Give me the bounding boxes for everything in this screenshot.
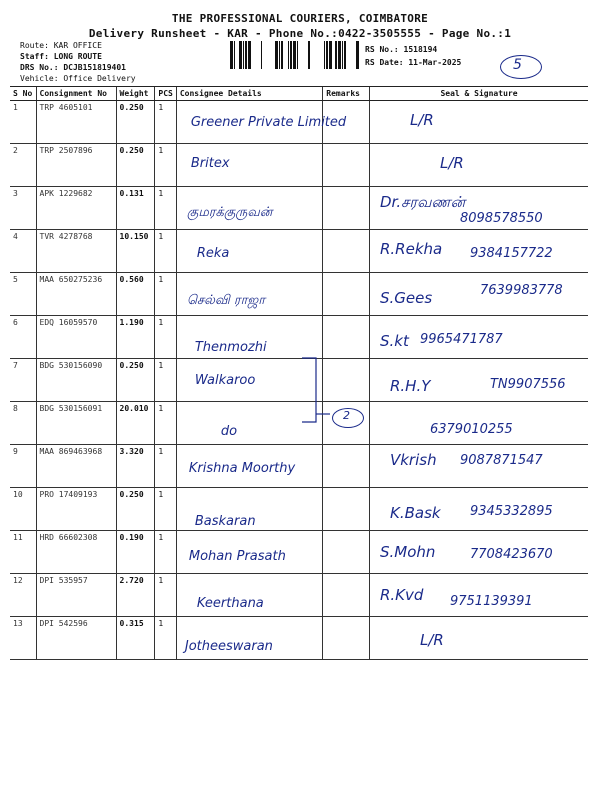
- cell-sno: 2: [10, 144, 36, 187]
- barcode-bar: [344, 41, 346, 69]
- barcode: [230, 41, 360, 69]
- cell-signature: [369, 402, 588, 445]
- cell-weight: 0.131: [116, 187, 155, 230]
- signature-handwriting: S.kt: [379, 332, 409, 350]
- cell-consignee: [176, 230, 322, 273]
- barcode-bar: [279, 41, 280, 69]
- col-header-consignment: Consignment No: [36, 87, 116, 101]
- cell-signature: [369, 359, 588, 402]
- barcode-bar: [329, 41, 332, 69]
- document-title: THE PROFESSIONAL COURIERS, COIMBATORE: [171, 12, 429, 25]
- cell-consignment: TRP 2507896: [36, 144, 116, 187]
- cell-sno: 6: [10, 316, 36, 359]
- signature-handwriting: K.Bask: [389, 504, 441, 522]
- cell-consignee: [176, 144, 322, 187]
- consignee-handwriting: Keerthana: [196, 596, 264, 611]
- cell-consignment: PRO 17409193: [36, 488, 116, 531]
- cell-consignee: [176, 574, 322, 617]
- table-row: [10, 617, 588, 660]
- table-row: [10, 488, 588, 531]
- barcode-bar: [245, 41, 247, 69]
- consignee-handwriting: Mohan Prasath: [188, 549, 286, 564]
- consignee-handwriting: Jotheeswaran: [184, 639, 273, 654]
- cell-signature: [369, 101, 588, 144]
- signature-handwriting: L/R: [439, 154, 464, 172]
- signature-handwriting: R.Rekha: [379, 240, 443, 258]
- rs-number: RS No.: 1518194: [365, 45, 438, 54]
- cell-pcs: 1: [155, 445, 176, 488]
- barcode-bar: [293, 41, 296, 69]
- barcode-bar: [230, 41, 233, 69]
- cell-weight: 0.315: [116, 617, 155, 660]
- cell-pcs: 1: [155, 359, 176, 402]
- barcode-bar: [290, 41, 292, 69]
- phone-handwriting: 7708423670: [469, 547, 553, 562]
- cell-weight: 10.150: [116, 230, 155, 273]
- signature-handwriting: L/R: [409, 111, 434, 129]
- cell-consignee: [176, 531, 322, 574]
- cell-weight: 1.190: [116, 316, 155, 359]
- cell-consignee: [176, 101, 347, 144]
- meta-right: [365, 43, 461, 69]
- consignee-handwriting: Walkaroo: [194, 373, 256, 388]
- col-header-consignee: Consignee Details: [176, 87, 322, 101]
- cell-consignee: [176, 488, 322, 531]
- cell-consignment: MAA 869463968: [36, 445, 116, 488]
- cell-pcs: 1: [155, 402, 176, 445]
- cell-consignment: DPI 535957: [36, 574, 116, 617]
- cell-consignment: DPI 542596: [36, 617, 116, 660]
- cell-consignment: HRD 66602308: [36, 531, 116, 574]
- cell-remarks: [323, 273, 370, 316]
- phone-handwriting: 8098578550: [459, 211, 543, 226]
- table-body: [10, 101, 588, 660]
- barcode-bar: [261, 41, 262, 69]
- consignee-handwriting: Greener Private Limited: [190, 115, 347, 130]
- cell-sno: 13: [10, 617, 36, 660]
- consignee-handwriting: செல்வி ராஜா: [186, 293, 266, 308]
- staff-line: Staff: LONG ROUTE: [20, 52, 102, 61]
- consignee-handwriting: Reka: [196, 246, 230, 261]
- cell-pcs: 1: [155, 144, 176, 187]
- cell-consignment: EDQ 16059570: [36, 316, 116, 359]
- barcode-bar: [248, 41, 251, 69]
- cell-remarks: [323, 531, 370, 574]
- signature-handwriting: Vkrish: [389, 451, 437, 469]
- barcode-bar: [281, 41, 283, 69]
- barcode-bar: [342, 41, 343, 69]
- signature-handwriting: R.Kvd: [379, 586, 424, 604]
- cell-signature: [369, 187, 588, 230]
- group-mark: 2: [343, 409, 350, 422]
- barcode-bar: [234, 41, 235, 69]
- cell-sno: 7: [10, 359, 36, 402]
- cell-remarks: [323, 488, 370, 531]
- cell-consignee: [176, 445, 322, 488]
- route-line: Route: KAR OFFICE: [20, 41, 102, 50]
- cell-consignee: [176, 187, 322, 230]
- cell-consignment: MAA 650275236: [36, 273, 116, 316]
- cell-sno: 11: [10, 531, 36, 574]
- consignee-handwriting: Krishna Moorthy: [188, 461, 296, 476]
- table-row: [10, 144, 588, 187]
- cell-consignment: BDG 530156091: [36, 402, 116, 445]
- consignee-handwriting: Baskaran: [194, 514, 256, 529]
- cell-weight: 0.250: [116, 359, 155, 402]
- table-row: [10, 230, 588, 273]
- cell-signature: [369, 316, 588, 359]
- cell-signature: [369, 445, 588, 488]
- consignee-handwriting: குமரக்குருவன்: [186, 205, 273, 220]
- barcode-bar: [308, 41, 310, 69]
- table-row: [10, 574, 588, 617]
- col-header-remarks: Remarks: [323, 87, 370, 101]
- col-header-weight: Weight: [116, 87, 155, 101]
- barcode-bar: [335, 41, 337, 69]
- phone-handwriting: 9384157722: [469, 246, 553, 261]
- cell-remarks: [323, 187, 370, 230]
- cell-pcs: 1: [155, 617, 176, 660]
- barcode-bar: [288, 41, 289, 69]
- cell-pcs: 1: [155, 273, 176, 316]
- cell-remarks: [323, 617, 370, 660]
- cell-pcs: 1: [155, 230, 176, 273]
- table-row: [10, 445, 588, 488]
- cell-weight: 0.250: [116, 488, 155, 531]
- table-row: [10, 316, 588, 359]
- table-row: [10, 273, 588, 316]
- cell-sno: 8: [10, 402, 36, 445]
- barcode-bar: [243, 41, 244, 69]
- cell-remarks: [323, 445, 370, 488]
- table-row: [10, 402, 588, 445]
- phone-handwriting: TN9907556: [489, 377, 566, 392]
- cell-pcs: 1: [155, 187, 176, 230]
- page-mark: 5: [513, 57, 522, 73]
- cell-pcs: 1: [155, 574, 176, 617]
- phone-handwriting: 6379010255: [429, 422, 513, 437]
- cell-weight: 3.320: [116, 445, 155, 488]
- table-row: [10, 531, 588, 574]
- phone-handwriting: 9751139391: [449, 594, 533, 609]
- cell-remarks: [323, 574, 370, 617]
- cell-weight: 2.720: [116, 574, 155, 617]
- barcode-bar: [326, 41, 328, 69]
- cell-consignment: TRP 4605101: [36, 101, 116, 144]
- phone-handwriting: 9087871547: [459, 453, 543, 468]
- cell-remarks: [323, 144, 370, 187]
- cell-weight: 0.190: [116, 531, 155, 574]
- cell-consignee: [176, 617, 322, 660]
- barcode-bar: [338, 41, 341, 69]
- table-row: [10, 101, 588, 144]
- col-header-sno: S No: [10, 87, 36, 101]
- phone-handwriting: 7639983778: [479, 283, 563, 298]
- signature-handwriting: S.Mohn: [379, 543, 436, 561]
- cell-signature: [369, 617, 588, 660]
- runsheet-table: [10, 86, 588, 660]
- signature-handwriting: S.Gees: [379, 289, 433, 307]
- cell-consignment: APK 1229682: [36, 187, 116, 230]
- cell-pcs: 1: [155, 316, 176, 359]
- cell-signature: [369, 574, 588, 617]
- cell-signature: [369, 488, 588, 531]
- phone-handwriting: 9345332895: [469, 504, 553, 519]
- barcode-bar: [239, 41, 242, 69]
- cell-consignment: TVR 4278768: [36, 230, 116, 273]
- drs-line: DRS No.: DCJB151819401: [20, 63, 126, 72]
- cell-weight: 20.010: [116, 402, 155, 445]
- cell-signature: [369, 531, 588, 574]
- rs-date: RS Date: 11-Mar-2025: [365, 58, 462, 67]
- cell-pcs: 1: [155, 101, 176, 144]
- table-header-row: [10, 87, 588, 101]
- cell-signature: [369, 273, 588, 316]
- cell-sno: 9: [10, 445, 36, 488]
- cell-sno: 12: [10, 574, 36, 617]
- cell-pcs: 1: [155, 531, 176, 574]
- cell-remarks: [323, 230, 370, 273]
- consignee-handwriting: Thenmozhi: [194, 340, 267, 355]
- cell-sno: 5: [10, 273, 36, 316]
- table-row: [10, 187, 588, 230]
- cell-sno: 10: [10, 488, 36, 531]
- signature-handwriting: Dr.சரவணன்: [379, 193, 466, 211]
- document-subtitle: Delivery Runsheet - KAR - Phone No.:0422-3505555 - Page No.:1: [88, 27, 512, 40]
- cell-pcs: 1: [155, 488, 176, 531]
- cell-signature: [369, 230, 588, 273]
- col-header-signature: Seal & Signature: [369, 87, 588, 101]
- table-row: [10, 359, 588, 402]
- barcode-bar: [275, 41, 278, 69]
- signature-handwriting: L/R: [419, 631, 444, 649]
- barcode-bar: [297, 41, 298, 69]
- cell-weight: 0.250: [116, 101, 155, 144]
- cell-weight: 0.250: [116, 144, 155, 187]
- vehicle-line: Vehicle: Office Delivery: [20, 74, 136, 83]
- cell-signature: [369, 144, 588, 187]
- barcode-bar: [324, 41, 325, 69]
- consignee-handwriting: do: [220, 424, 238, 439]
- meta-left: [20, 40, 136, 84]
- phone-handwriting: 9965471787: [419, 332, 503, 347]
- cell-consignee: [176, 273, 322, 316]
- col-header-pcs: PCS: [155, 87, 176, 101]
- signature-handwriting: R.H.Y: [389, 377, 431, 395]
- cell-sno: 3: [10, 187, 36, 230]
- consignee-handwriting: Britex: [190, 156, 230, 171]
- barcode-bar: [356, 41, 359, 69]
- cell-sno: 4: [10, 230, 36, 273]
- cell-sno: 1: [10, 101, 36, 144]
- cell-weight: 0.560: [116, 273, 155, 316]
- cell-consignment: BDG 530156090: [36, 359, 116, 402]
